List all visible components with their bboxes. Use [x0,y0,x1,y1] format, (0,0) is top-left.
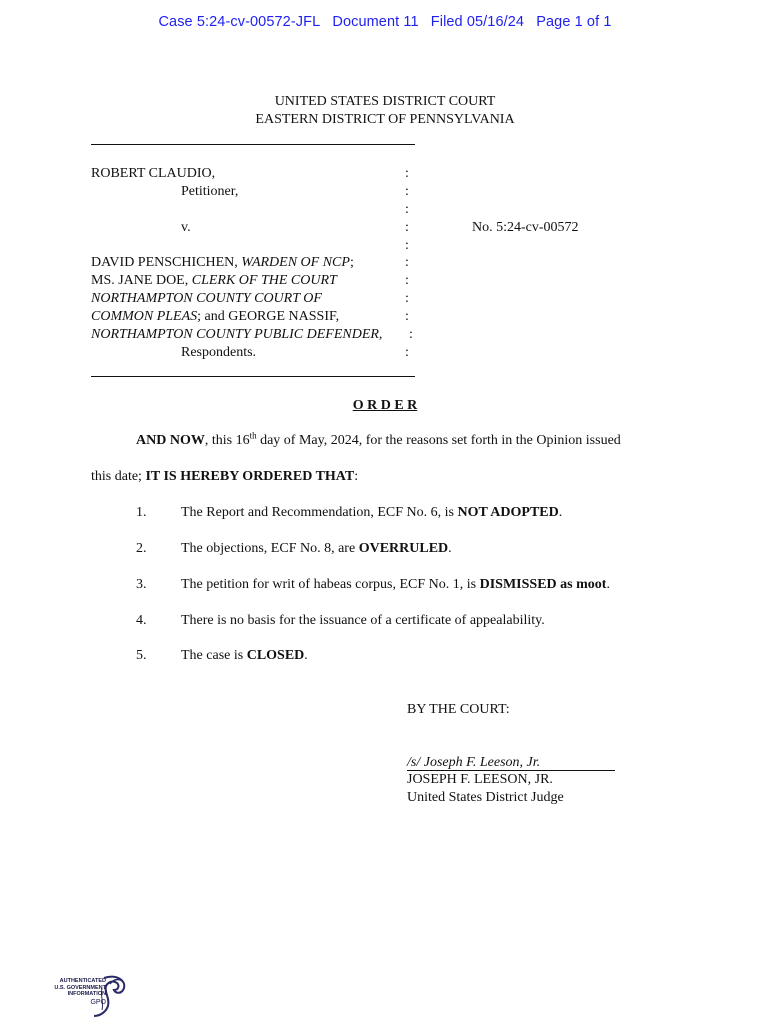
item-number: 3. [136,577,147,592]
header-page: Page 1 of 1 [536,14,612,30]
order-item [181,541,452,557]
intro-line2-bold: IT IS HEREBY ORDERED THAT [145,469,355,484]
intro-line2-text: this date; [91,469,146,484]
item-text: The Report and Recommendation, ECF No. 6, is [181,505,458,520]
respondent-3 [91,309,339,325]
item-number: 1. [136,505,147,520]
caption-colon: : [405,166,409,181]
item-bold: NOT ADOPTED [457,505,559,520]
respondent-1-end: ; [349,255,354,270]
petitioner-role: Petitioner, [181,184,239,199]
respondent-2-title-cont: NORTHAMPTON COUNTY COURT OF [91,291,322,306]
intro-text-1: , this 16 [204,433,250,448]
respondent-3-name: ; and GEORGE NASSIF, [197,309,340,324]
item-text: The case is [181,648,247,663]
case-number: No. 5:24-cv-00572 [472,220,579,235]
caption-colon: : [405,184,409,199]
header-filed-date: Filed 05/16/24 [430,14,525,30]
caption-bottom-rule [91,376,415,377]
item-end: . [558,505,563,520]
intro-text-2: day of May, 2024, for the reasons set forth in the Opinion issued [256,433,621,448]
intro-line2-end: : [354,469,359,484]
respondent-3-title: NORTHAMPTON COUNTY PUBLIC DEFENDER, [91,327,383,342]
caption-colon: : [405,309,409,324]
gpo-line-2: U.S. GOVERNMENT [54,984,106,991]
caption-colon: : [405,220,409,235]
caption-colon: : [405,255,409,270]
item-text: The objections, ECF No. 8, are [181,541,359,556]
respondent-1-title: WARDEN OF NCP [241,255,350,270]
intro-ordinal: th [249,430,257,441]
item-number: 4. [136,613,147,628]
item-end: . [448,541,452,556]
respondents-role: Respondents. [181,345,257,360]
item-text: The petition for writ of habeas corpus, ECF No. 1, is [181,577,480,592]
caption-colon: : [405,291,409,306]
order-item [181,505,562,521]
caption-colon: : [405,238,409,253]
order-intro-line1 [136,430,621,449]
item-number: 5. [136,648,147,663]
header-document: Document 11 [332,14,419,30]
respondent-2-name: MS. JANE DOE, [91,273,192,288]
caption-top-rule [91,144,415,145]
filing-header [0,14,770,30]
gpo-mark: GPO [90,998,106,1006]
intro-and-now: AND NOW [136,433,205,448]
order-item [181,613,545,629]
header-case-number: Case 5:24-cv-00572-JFL [158,14,321,30]
respondent-1 [91,255,354,271]
respondent-2-title: CLERK OF THE COURT [191,273,337,288]
caption-colon: : [405,345,409,360]
respondent-1-name: DAVID PENSCHICHEN, [91,255,242,270]
item-text: There is no basis for the issuance of a certificate of appealability. [181,613,545,628]
item-bold: OVERRULED [358,541,449,556]
petitioner-name: ROBERT CLAUDIO, [91,166,216,181]
by-the-court: BY THE COURT: [407,702,510,717]
judge-name: JOSEPH F. LEESON, JR. [407,772,553,787]
versus: v. [181,220,191,235]
gpo-line-1: AUTHENTICATED [59,978,106,984]
caption-colon: : [405,273,409,288]
item-bold: CLOSED [246,648,305,663]
order-title: O R D E R [352,398,418,413]
item-end: . [606,577,610,592]
gpo-line-3: INFORMATION [67,991,106,997]
respondent-2-title-end: COMMON PLEAS [91,309,198,324]
item-end: . [304,648,308,663]
court-name: UNITED STATES DISTRICT COURT [274,94,496,109]
item-number: 2. [136,541,147,556]
gpo-authentication-seal [44,972,128,1018]
order-item [181,577,610,593]
caption-colon: : [409,327,413,342]
judge-title: United States District Judge [407,790,564,805]
caption-colon: : [405,202,409,217]
order-item [181,648,308,664]
respondent-2 [91,273,337,289]
court-district: EASTERN DISTRICT OF PENNSYLVANIA [255,112,515,127]
item-bold: DISMISSED as moot [479,577,607,592]
e-signature: /s/ Joseph F. Leeson, Jr. [407,755,615,771]
order-intro-line2 [91,469,358,485]
